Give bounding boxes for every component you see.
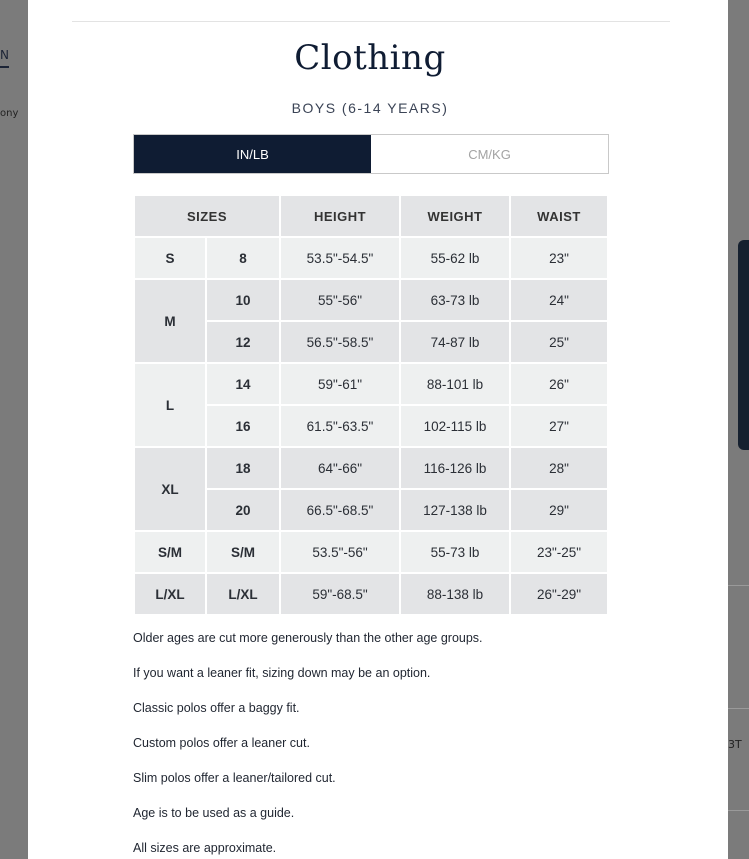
height-cell: 66.5"-68.5" — [281, 490, 399, 530]
size-number: 12 — [207, 322, 279, 362]
height-cell: 56.5"-58.5" — [281, 322, 399, 362]
waist-cell: 24" — [511, 280, 607, 320]
size-number: 16 — [207, 406, 279, 446]
table-row — [135, 322, 607, 362]
waist-cell: 28" — [511, 448, 607, 488]
table-row — [135, 574, 607, 614]
waist-cell: 26" — [511, 364, 607, 404]
group-xl — [135, 448, 607, 530]
note-item: Classic polos offer a baggy fit. — [133, 701, 300, 715]
table-row — [135, 490, 607, 530]
background-divider — [728, 708, 749, 709]
weight-cell: 74-87 lb — [401, 322, 509, 362]
table-row — [135, 448, 607, 488]
size-number: 18 — [207, 448, 279, 488]
weight-cell: 55-73 lb — [401, 532, 509, 572]
size-number: 14 — [207, 364, 279, 404]
note-item: If you want a leaner fit, sizing down may be an option. — [133, 666, 431, 680]
table-row — [135, 532, 607, 572]
background-size-fragment: 3T — [728, 738, 742, 751]
height-cell: 64"-66" — [281, 448, 399, 488]
waist-cell: 27" — [511, 406, 607, 446]
height-cell: 59"-61" — [281, 364, 399, 404]
background-divider — [728, 810, 749, 811]
note-item: Slim polos offer a leaner/tailored cut. — [133, 771, 336, 785]
note-item: Age is to be used as a guide. — [133, 806, 295, 820]
size-label: L/XL — [135, 574, 205, 614]
weight-cell: 102-115 lb — [401, 406, 509, 446]
waist-cell: 23"-25" — [511, 532, 607, 572]
top-divider — [72, 21, 670, 22]
table-header-row — [135, 196, 607, 236]
height-cell: 53.5"-56" — [281, 532, 399, 572]
size-chart-modal — [28, 0, 728, 859]
height-cell: 55"-56" — [281, 280, 399, 320]
header-sizes: SIZES — [135, 196, 279, 236]
table-row — [135, 280, 607, 320]
size-label: S/M — [135, 532, 205, 572]
unit-toggle — [133, 134, 609, 174]
modal-title: Clothing — [294, 38, 446, 78]
weight-cell: 127-138 lb — [401, 490, 509, 530]
weight-cell: 88-138 lb — [401, 574, 509, 614]
size-number: S/M — [207, 532, 279, 572]
header-waist: WAIST — [511, 196, 607, 236]
table-row — [135, 364, 607, 404]
note-item: Older ages are cut more generously than the other age groups. — [133, 631, 483, 645]
modal-subtitle: BOYS (6-14 YEARS) — [291, 100, 449, 116]
note-item: Custom polos offer a leaner cut. — [133, 736, 310, 750]
waist-cell: 23" — [511, 238, 607, 278]
unit-in-lb-button[interactable]: IN/LB — [134, 135, 371, 173]
background-tab-fragment: N — [0, 48, 9, 62]
waist-cell: 29" — [511, 490, 607, 530]
size-table — [133, 194, 609, 616]
sizing-notes — [133, 630, 693, 859]
weight-cell: 55-62 lb — [401, 238, 509, 278]
size-label: S — [135, 238, 205, 278]
header-height: HEIGHT — [281, 196, 399, 236]
background-text-fragment: ony — [0, 108, 19, 119]
weight-cell: 116-126 lb — [401, 448, 509, 488]
waist-cell: 25" — [511, 322, 607, 362]
note-item: All sizes are approximate. — [133, 841, 277, 855]
background-divider — [728, 585, 749, 586]
height-cell: 61.5"-63.5" — [281, 406, 399, 446]
group-m — [135, 280, 607, 362]
group-lxl — [135, 574, 607, 614]
size-number: 20 — [207, 490, 279, 530]
waist-cell: 26"-29" — [511, 574, 607, 614]
height-cell: 53.5"-54.5" — [281, 238, 399, 278]
size-number: 10 — [207, 280, 279, 320]
group-l — [135, 364, 607, 446]
background-tab-underline — [0, 66, 9, 68]
size-number: L/XL — [207, 574, 279, 614]
size-label: M — [135, 280, 205, 362]
height-cell: 59"-68.5" — [281, 574, 399, 614]
size-label: L — [135, 364, 205, 446]
size-number: 8 — [207, 238, 279, 278]
unit-cm-kg-button[interactable]: CM/KG — [371, 135, 608, 173]
weight-cell: 63-73 lb — [401, 280, 509, 320]
group-sm — [135, 532, 607, 572]
background-product-image — [738, 240, 749, 450]
table-row — [135, 406, 607, 446]
table-row — [135, 238, 607, 278]
weight-cell: 88-101 lb — [401, 364, 509, 404]
size-label: XL — [135, 448, 205, 530]
group-s — [135, 238, 607, 278]
header-weight: WEIGHT — [401, 196, 509, 236]
